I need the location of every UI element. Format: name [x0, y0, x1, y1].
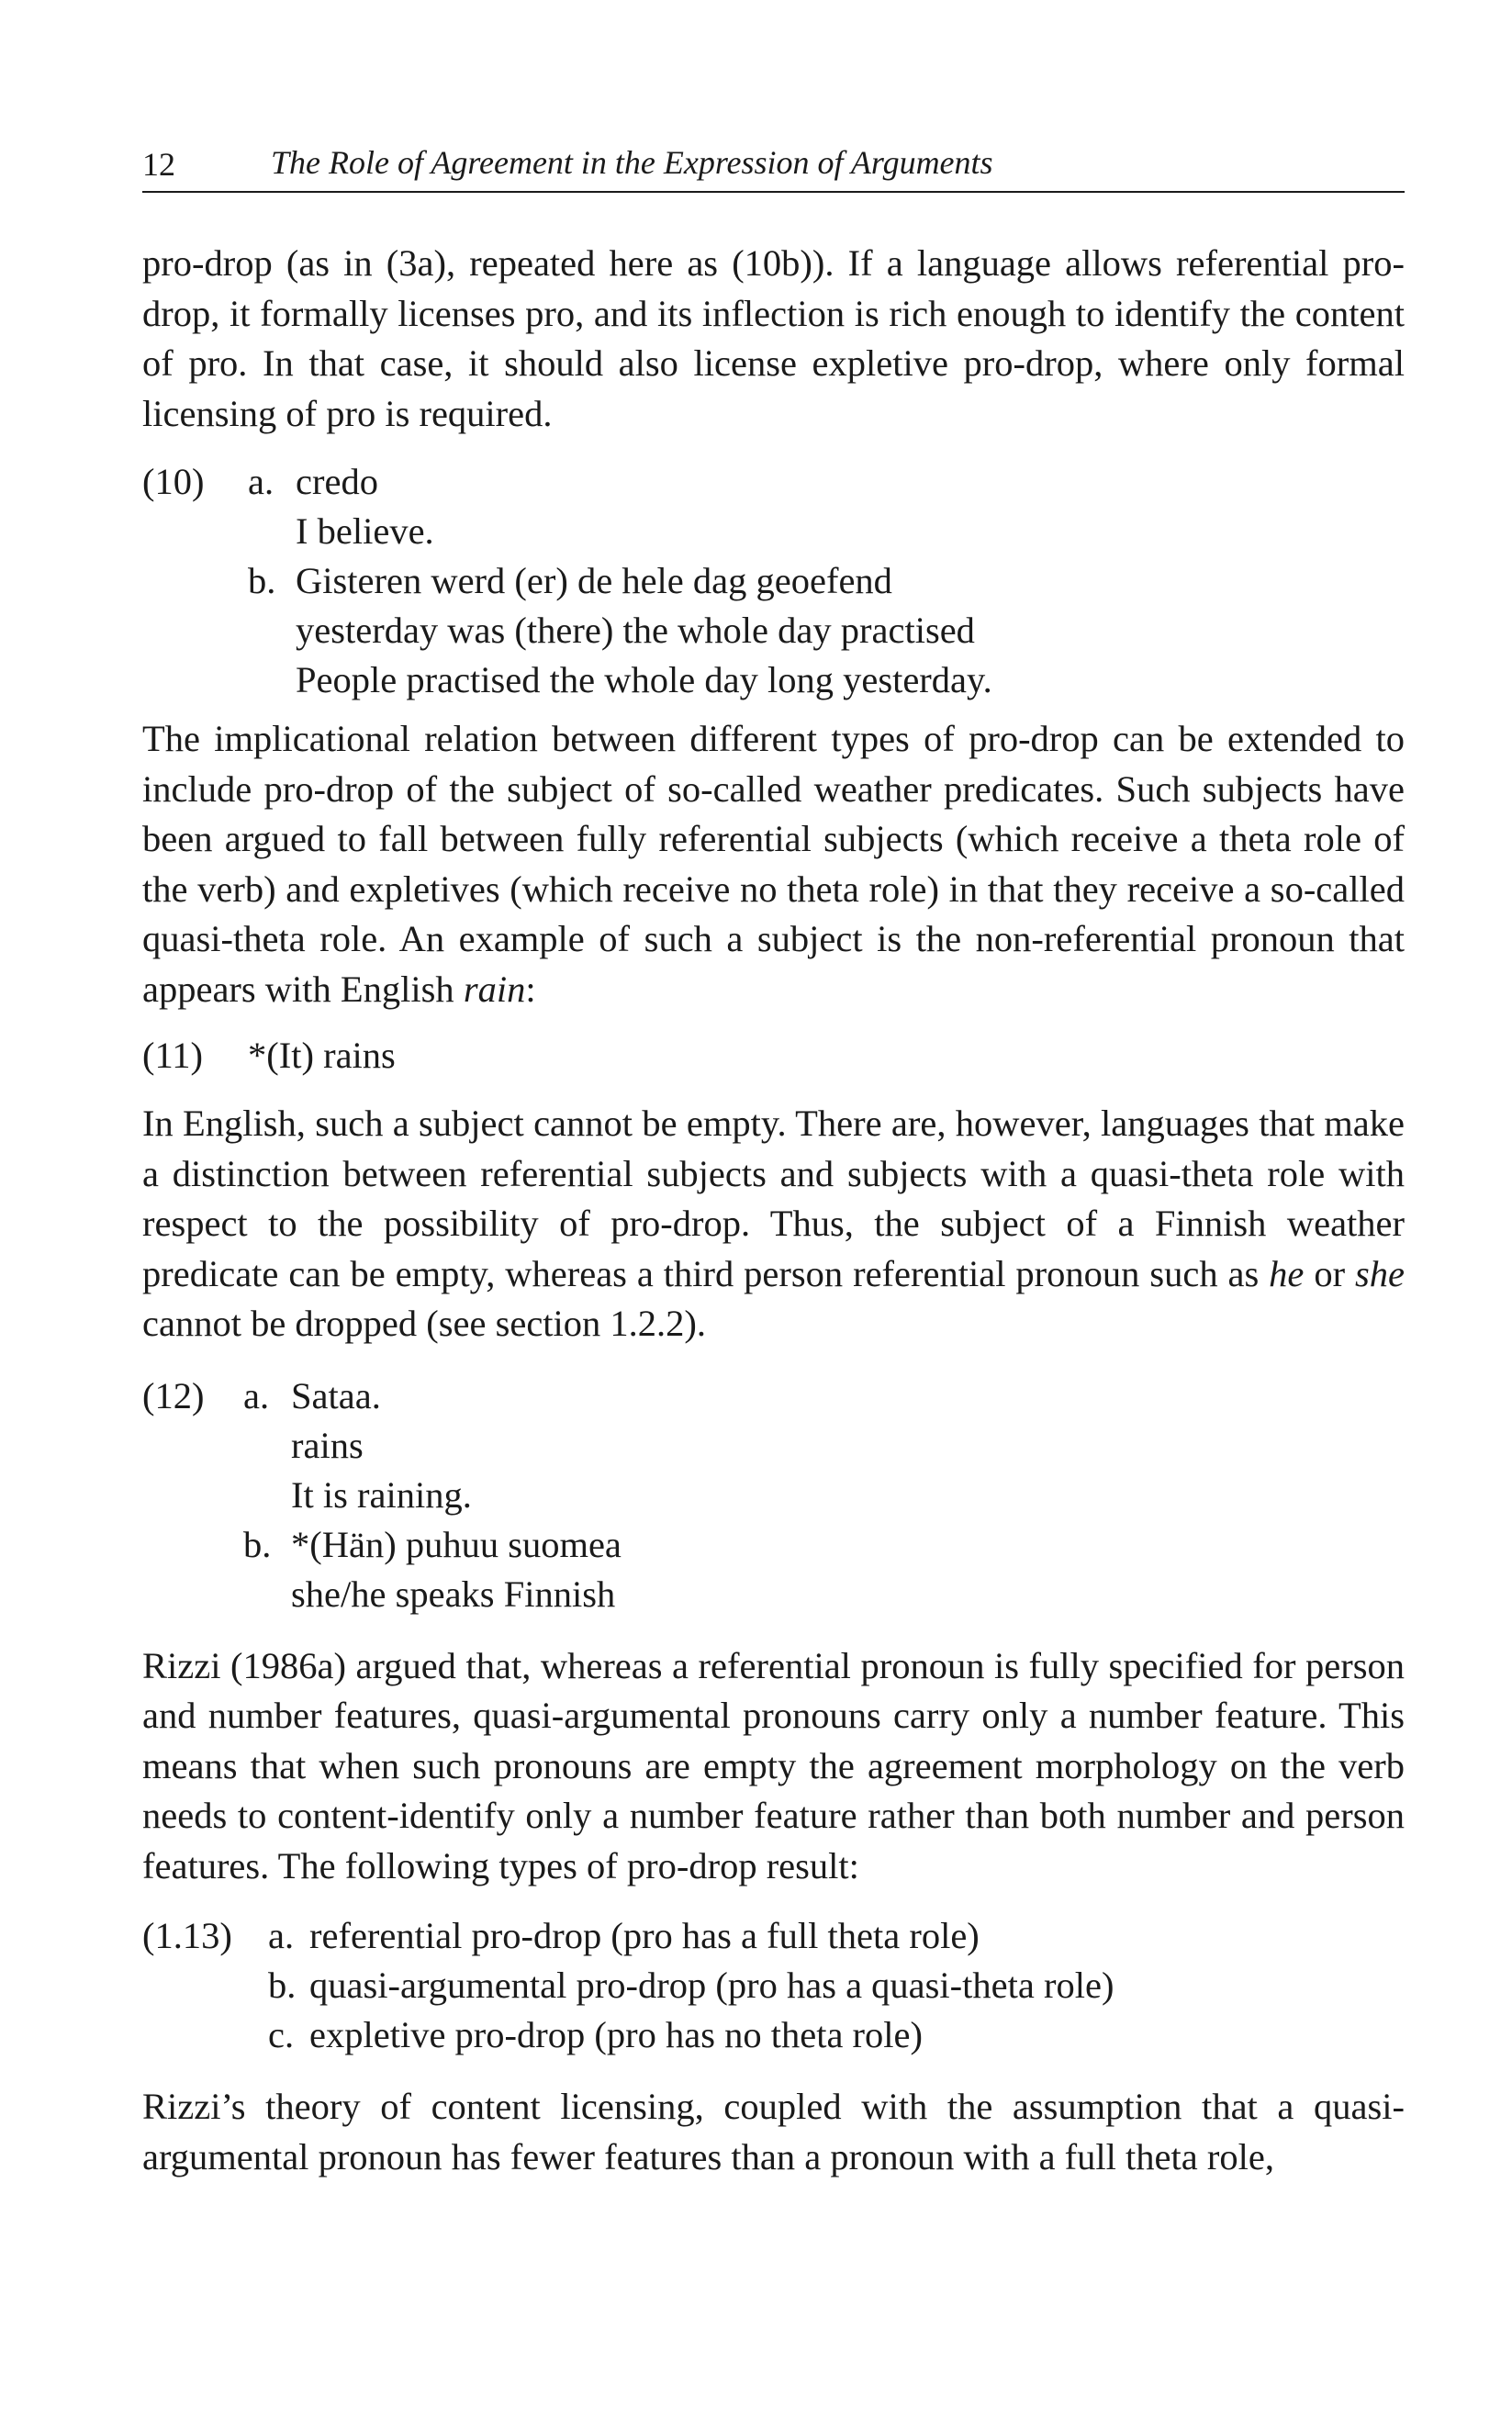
italic-term: she [1355, 1252, 1406, 1294]
text-line: than both number and person features. The following types of pro-drop result: [142, 1795, 1405, 1886]
text-line: The implicational relation between different types of pro-drop can be [142, 718, 1214, 759]
example-letter: a. [248, 461, 274, 502]
example-11 [142, 1031, 1405, 1080]
example-line: Gisteren werd (er) de hele dag geoefend [296, 560, 892, 601]
text-line: make a distinction between referential subjects and subjects with a quasi-theta [142, 1103, 1406, 1194]
example-label: (1.13) [142, 1915, 232, 1956]
text-line: argumental pronoun has fewer features than a pronoun with a full theta role, [142, 2135, 1274, 2177]
example-line: yesterday was (there) the whole day practised [296, 610, 975, 651]
text-line: where only formal licensing of pro is required. [142, 342, 1405, 434]
example-line: credo [296, 461, 378, 502]
text-line: morphology on the verb needs to content-identify only a number feature rather [142, 1744, 1406, 1836]
paragraph-4 [142, 1641, 1405, 1892]
example-1-13 [142, 1911, 1405, 2062]
text-line: weather predicate can be empty, whereas a third person referential pronoun [142, 1203, 1406, 1294]
example-label: (10) [142, 461, 205, 502]
example-label: (11) [142, 1035, 203, 1076]
example-line: expletive pro-drop (pro has no theta role) [309, 2014, 924, 2055]
text-line: extended to include pro-drop of the subject of so-called weather predicates. [142, 718, 1405, 810]
text-line: In English, such a subject cannot be empty. There are, however, languages that [142, 1103, 1315, 1144]
text-line: (which receive a theta role of the verb) and expletives (which receive no [142, 818, 1405, 910]
page-number: 12 [142, 146, 175, 183]
text-line: such as [1149, 1252, 1270, 1294]
example-line: It is raining. [291, 1473, 472, 1516]
text-line: such a subject is the non-referential pronoun that appears with English [142, 918, 1406, 1010]
example-letter: c. [268, 2014, 295, 2055]
paragraph-5 [142, 2082, 1405, 2182]
example-line: People practised the whole day long yesterday. [296, 659, 992, 700]
example-line: Sataa. [291, 1374, 381, 1416]
example-line: referential pro-drop (pro has a full theta role) [309, 1915, 980, 1956]
text-line: theta role) in that they receive a so-called quasi-theta role. An example of [142, 868, 1405, 959]
text-line: Rizzi’s theory of content licensing, coupled with the assumption that a quasi- [142, 2086, 1405, 2127]
example-letter: b. [248, 560, 276, 601]
text-line: feature. This means that when such pronouns are empty the agreement [142, 1695, 1406, 1786]
example-letter: a. [243, 1374, 270, 1416]
running-header [142, 138, 1405, 193]
example-line: *(Hän) puhuu suomea [291, 1523, 622, 1565]
example-line: she/he speaks Finnish [291, 1573, 616, 1615]
example-label: (12) [142, 1374, 205, 1416]
example-letter: a. [268, 1915, 295, 1956]
text-line: the content of pro. In that case, it should also license expletive pro-drop, [142, 292, 1406, 384]
text-line: cannot be dropped (see section 1.2.2). [142, 1303, 707, 1344]
italic-term: rain [463, 968, 526, 1010]
paragraph-3 [142, 1099, 1405, 1349]
italic-term: he [1269, 1252, 1305, 1294]
paragraph-1 [142, 239, 1405, 439]
book-page [142, 138, 1405, 2182]
running-title: The Role of Agreement in the Expression of Arguments [271, 144, 993, 181]
example-line: *(It) rains [248, 1035, 396, 1076]
text-line: role with respect to the possibility of pro-drop. Thus, the subject of a Finnish [142, 1152, 1406, 1244]
example-line: quasi-argumental pro-drop (pro has a quasi-theta role) [309, 1965, 1114, 2006]
example-line: rains [291, 1424, 364, 1466]
text-line: or [1304, 1252, 1356, 1294]
text-line: Such subjects have been argued to fall between fully referential subjects [142, 767, 1405, 859]
paragraph-2 [142, 714, 1405, 1014]
text-line: pro-drop (as in (3a), repeated here as (10b)). If a language allows referential [142, 242, 1329, 284]
example-letter: b. [268, 1965, 297, 2006]
example-10 [142, 457, 1405, 707]
example-letter: b. [243, 1523, 272, 1565]
text-line: person and number features, quasi-argumental pronouns carry only a number [142, 1644, 1405, 1736]
text-line: pro-drop, it formally licenses pro, and its inflection is rich enough to identify [142, 242, 1405, 334]
text-line: : [525, 968, 536, 1010]
example-line: I believe. [296, 510, 434, 552]
example-12 [142, 1371, 1405, 1621]
text-line: Rizzi (1986a) argued that, whereas a referential pronoun is fully specified for [142, 1644, 1296, 1686]
